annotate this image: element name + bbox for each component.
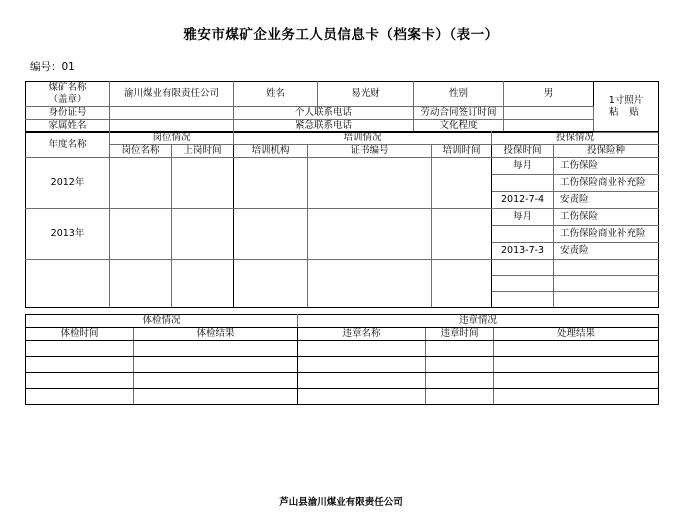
- insurance-date-value[interactable]: [492, 276, 554, 292]
- education-label: 文化程度: [414, 120, 504, 133]
- year-value[interactable]: 2013年: [26, 209, 110, 260]
- violation-date-value[interactable]: [426, 341, 494, 357]
- medical-violation-table: [25, 314, 659, 405]
- certificate-no-header: 证书编号: [308, 145, 432, 158]
- page-title: 雅安市煤矿企业务工人员信息卡（档案卡）（表一）: [183, 27, 499, 43]
- post-date-value[interactable]: [172, 209, 234, 260]
- medical-date-value[interactable]: [26, 389, 134, 405]
- medical-result-value[interactable]: [134, 357, 298, 373]
- violation-date-header: 违章时间: [426, 328, 494, 341]
- table-row: [26, 389, 659, 405]
- medical-result-value[interactable]: [134, 373, 298, 389]
- year-value[interactable]: [26, 260, 110, 308]
- training-date-value[interactable]: [432, 158, 492, 209]
- photo-line-1: 1寸照片: [608, 95, 644, 106]
- year-value[interactable]: 2012年: [26, 158, 110, 209]
- certificate-no-value[interactable]: [308, 209, 432, 260]
- contract-date-value[interactable]: [504, 107, 594, 120]
- training-org-value[interactable]: [234, 209, 308, 260]
- table-row: [26, 107, 659, 120]
- table-row: [26, 209, 659, 226]
- post-name-value[interactable]: [110, 260, 172, 308]
- contract-date-label: 劳动合同签订时间: [414, 107, 504, 120]
- insurance-type-value[interactable]: [554, 260, 659, 276]
- insurance-type-value[interactable]: 工伤保险: [554, 158, 659, 175]
- table-row: [26, 82, 659, 107]
- mine-name-label: [26, 82, 110, 107]
- form-tables: [25, 81, 658, 405]
- insurance-date-value[interactable]: [492, 226, 554, 243]
- handling-result-value[interactable]: [494, 373, 659, 389]
- insurance-type-value[interactable]: [554, 292, 659, 308]
- training-org-value[interactable]: [234, 260, 308, 308]
- name-value[interactable]: 易光财: [318, 82, 414, 107]
- mine-name-label-main: 煤矿名称: [48, 82, 87, 93]
- table-row: [26, 315, 659, 328]
- insurance-type-value[interactable]: 工伤保险商业补充险: [554, 226, 659, 243]
- table-row: [26, 158, 659, 175]
- violation-name-header: 违章名称: [298, 328, 426, 341]
- document-page: [0, 26, 682, 526]
- insurance-date-value[interactable]: 2013-7-3: [492, 243, 554, 260]
- emergency-phone-label: 紧急联系电话: [234, 120, 414, 133]
- training-date-value[interactable]: [432, 209, 492, 260]
- insurance-type-value[interactable]: 工伤保险: [554, 209, 659, 226]
- violation-date-value[interactable]: [426, 373, 494, 389]
- violation-name-value[interactable]: [298, 373, 426, 389]
- serial-number-line: 编号：01: [30, 61, 75, 73]
- photo-line-2: 粘 贴: [608, 107, 644, 118]
- training-org-value[interactable]: [234, 158, 308, 209]
- insurance-date-header: 投保时间: [492, 145, 554, 158]
- training-org-header: 培训机构: [234, 145, 308, 158]
- violation-date-value[interactable]: [426, 389, 494, 405]
- table-row: [26, 145, 659, 158]
- table-row: [26, 341, 659, 357]
- handling-result-value[interactable]: [494, 357, 659, 373]
- gender-label: 性别: [414, 82, 504, 107]
- name-label: 姓名: [234, 82, 318, 107]
- training-date-header: 培训时间: [432, 145, 492, 158]
- year-record-table: [25, 131, 659, 308]
- basic-info-table: [25, 81, 659, 133]
- mine-name-label-sub: （盖章）: [48, 94, 87, 105]
- insurance-group-header: 投保情况: [492, 132, 659, 145]
- violation-name-value[interactable]: [298, 357, 426, 373]
- table-row: [26, 260, 659, 276]
- handling-result-header: 处理结果: [494, 328, 659, 341]
- violation-group-header: 违章情况: [298, 315, 659, 328]
- medical-result-header: 体检结果: [134, 328, 298, 341]
- footer-company-name: 芦山县渝川煤业有限责任公司: [279, 497, 403, 508]
- table-row: [26, 328, 659, 341]
- handling-result-value[interactable]: [494, 389, 659, 405]
- post-date-header: 上岗时间: [172, 145, 234, 158]
- post-date-value[interactable]: [172, 158, 234, 209]
- gender-value[interactable]: 男: [504, 82, 594, 107]
- insurance-date-value[interactable]: [492, 292, 554, 308]
- id-number-value[interactable]: [110, 107, 234, 120]
- medical-date-value[interactable]: [26, 373, 134, 389]
- table-row: [26, 132, 659, 145]
- post-name-value[interactable]: [110, 209, 172, 260]
- post-date-value[interactable]: [172, 260, 234, 308]
- family-name-label: 家属姓名: [26, 120, 110, 133]
- training-date-value[interactable]: [432, 260, 492, 308]
- post-group-header: 岗位情况: [110, 132, 234, 145]
- training-group-header: 培训情况: [234, 132, 492, 145]
- photo-paste-cell[interactable]: [594, 82, 659, 133]
- post-name-header: 岗位名称: [110, 145, 172, 158]
- medical-date-value[interactable]: [26, 357, 134, 373]
- medical-date-header: 体检时间: [26, 328, 134, 341]
- table-row: [26, 373, 659, 389]
- medical-result-value[interactable]: [134, 389, 298, 405]
- certificate-no-value[interactable]: [308, 158, 432, 209]
- medical-result-value[interactable]: [134, 341, 298, 357]
- post-name-value[interactable]: [110, 158, 172, 209]
- mine-name-value[interactable]: 渝川煤业有限责任公司: [110, 82, 234, 107]
- violation-name-value[interactable]: [298, 389, 426, 405]
- violation-name-value[interactable]: [298, 341, 426, 357]
- insurance-type-header: 投保险种: [554, 145, 659, 158]
- insurance-date-value[interactable]: [492, 260, 554, 276]
- insurance-type-value[interactable]: 安责险: [554, 192, 659, 209]
- insurance-date-value[interactable]: 每月: [492, 209, 554, 226]
- insurance-type-value[interactable]: [554, 276, 659, 292]
- personal-phone-label: 个人联系电话: [234, 107, 414, 120]
- insurance-type-value[interactable]: 工伤保险商业补充险: [554, 175, 659, 192]
- table-row: [26, 357, 659, 373]
- insurance-date-value[interactable]: 2012-7-4: [492, 192, 554, 209]
- insurance-type-value[interactable]: 安责险: [554, 243, 659, 260]
- id-number-label: 身份证号: [26, 107, 110, 120]
- medical-date-value[interactable]: [26, 341, 134, 357]
- insurance-date-value[interactable]: 每月: [492, 158, 554, 175]
- certificate-no-value[interactable]: [308, 260, 432, 308]
- year-name-header: 年度名称: [26, 132, 110, 158]
- handling-result-value[interactable]: [494, 341, 659, 357]
- violation-date-value[interactable]: [426, 357, 494, 373]
- medical-group-header: 体检情况: [26, 315, 298, 328]
- insurance-date-value[interactable]: [492, 175, 554, 192]
